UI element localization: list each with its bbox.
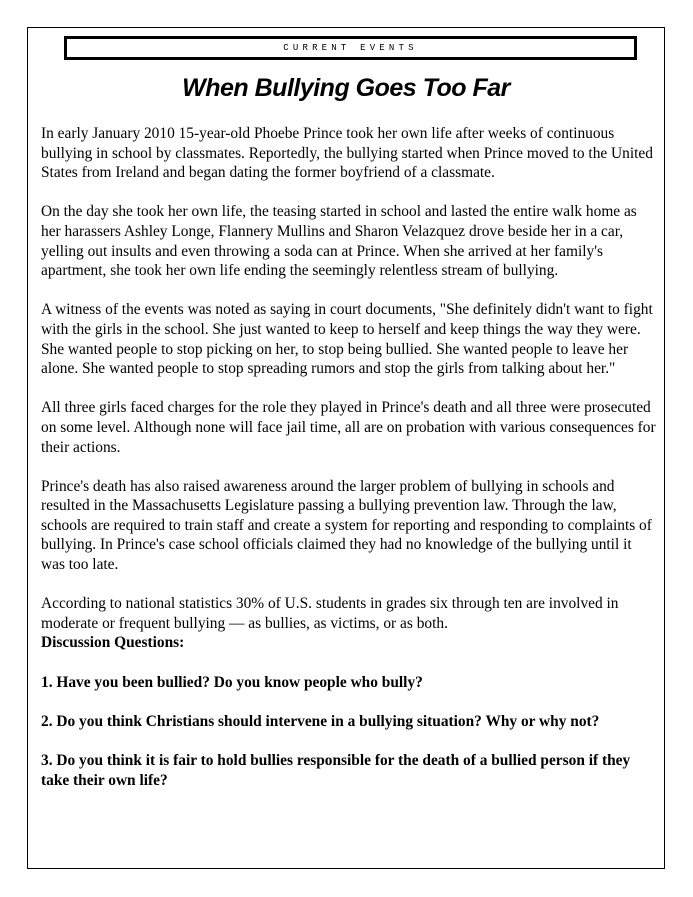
- discussion-question: 2. Do you think Christians should intervene in a bullying situation? Why or why not?: [41, 712, 600, 730]
- paragraph-intro: In early January 2010 15-year-old Phoebe Prince took her own life after weeks of continuous bullying in school by classmates. Reportedly, the bullying started when Prince moved to the United States from Ireland and began dating the former boyfriend of a classmate.: [41, 125, 653, 182]
- paragraph-legislation: Prince's death has also raised awareness around the larger problem of bullying in schools and resulted in the Massachusetts Legislature passing a bullying prevention law. Through the law, schools are required to train staff and create a system for reporting and responding to complaints of bullying. In Prince's case school officials claimed they had no knowledge of the bullying until it was too late.: [41, 477, 652, 574]
- article-title: When Bullying Goes Too Far: [182, 74, 510, 102]
- paragraph-day-of-event: On the day she took her own life, the teasing started in school and lasted the entire walk home as her harassers Ashley Longe, Flannery Mullins and Sharon Velazquez drove beside her in a car, yelling out insults and even throwing a soda can at Prince. When she arrived at her family's apartment, she took her own life ending the seemingly relentless stream of bullying.: [41, 203, 637, 280]
- section-banner: [64, 36, 637, 60]
- banner-label: CURRENT EVENTS: [283, 43, 418, 53]
- paragraph-statistics: According to national statistics 30% of U.S. students in grades six through ten are involved in moderate or frequent bullying — as bullies, as victims, or as both.: [41, 595, 619, 632]
- article-body: [41, 124, 659, 790]
- discussion-heading: Discussion Questions:: [41, 634, 185, 652]
- discussion-question: 3. Do you think it is fair to hold bullies responsible for the death of a bullied person if they take their own life?: [41, 752, 631, 789]
- paragraph-charges: All three girls faced charges for the role they played in Prince's death and all three were prosecuted on some level. Although none will face jail time, all are on probation with various consequences for their actions.: [41, 399, 656, 456]
- paragraph-witness-quote: A witness of the events was noted as saying in court documents, "She definitely didn't want to fight with the girls in the school. She just wanted to keep to herself and keep things the way they were. She wanted people to stop picking on her, to stop being bullied. She wanted people to leave her alone. She wanted people to stop spreading rumors and stop the girls from talking about her.": [41, 301, 653, 378]
- discussion-question: 1. Have you been bullied? Do you know people who bully?: [41, 673, 423, 691]
- discussion-questions-section: [41, 633, 659, 790]
